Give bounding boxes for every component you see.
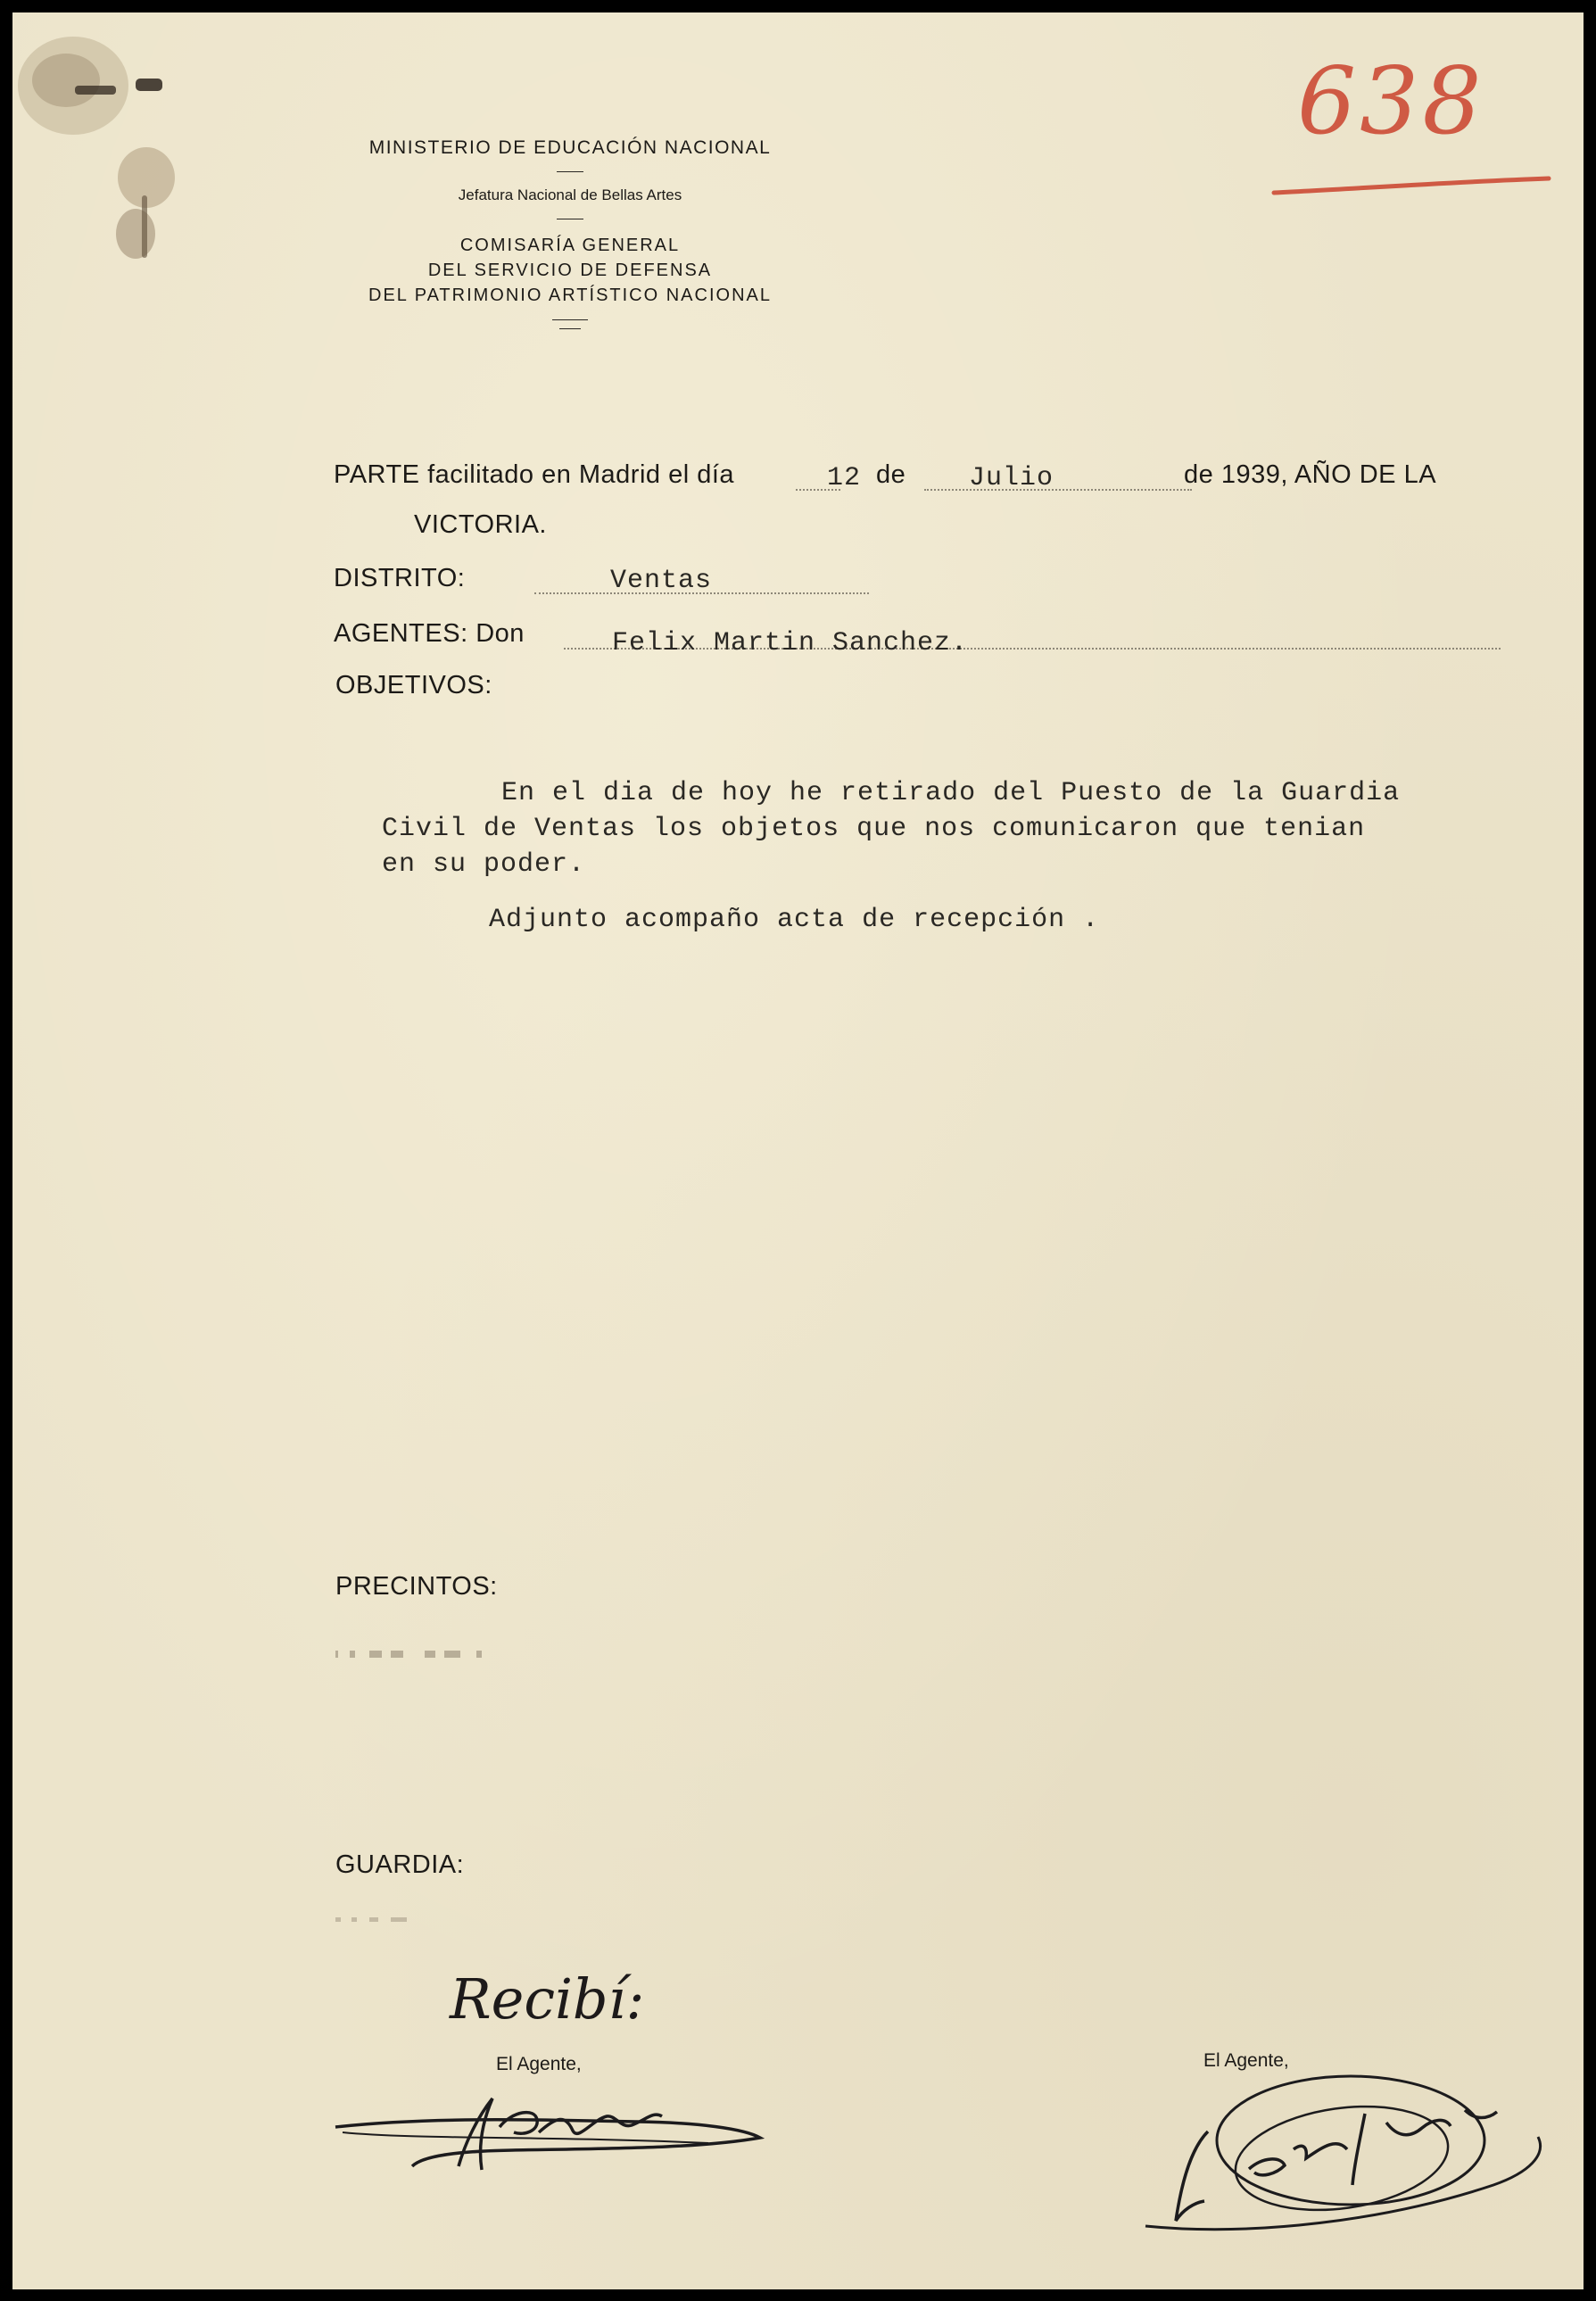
de-label: de	[876, 460, 906, 489]
faded-typing-marks-2	[334, 1915, 530, 1925]
body-line-3: en su poder.	[382, 849, 586, 880]
agentes-value: Felix Martin Sanchez.	[612, 628, 969, 658]
year-suffix-cont: VICTORIA.	[414, 510, 547, 539]
report-day: 12	[827, 463, 862, 493]
objetivos-label: OBJETIVOS:	[335, 671, 492, 699]
report-month: Julio	[969, 463, 1054, 493]
distrito-label: DISTRITO:	[334, 564, 466, 592]
left-signature	[325, 2081, 789, 2188]
distrito-value: Ventas	[610, 566, 713, 596]
letterhead-commission-line3: DEL PATRIMONIO ARTÍSTICO NACIONAL	[368, 286, 772, 305]
right-signature	[1119, 2051, 1565, 2252]
guardia-label: GUARDIA:	[335, 1850, 465, 1879]
document-page	[12, 12, 1584, 2289]
letterhead-commission-line1: COMISARÍA GENERAL	[459, 236, 681, 255]
body-line-1: En el dia de hoy he retirado del Puesto de la Guardia	[501, 778, 1401, 808]
stain-marks	[12, 12, 191, 298]
letterhead-department: Jefatura Nacional de Bellas Artes	[458, 186, 682, 203]
left-agent-label: El Agente,	[496, 2054, 582, 2074]
precintos-label: PRECINTOS:	[335, 1572, 498, 1601]
body-line-4: Adjunto acompaño acta de recepción .	[489, 905, 1100, 935]
body-line-2: Civil de Ventas los objetos que nos comunicaron que tenian	[382, 814, 1366, 844]
letterhead-ministry: MINISTERIO DE EDUCACIÓN NACIONAL	[368, 137, 772, 158]
faded-typing-marks	[334, 1645, 530, 1663]
recibi-annotation: Recibí:	[450, 1966, 645, 2032]
parte-prefix: PARTE facilitado en Madrid el día	[334, 460, 735, 489]
right-agent-label: El Agente,	[1203, 2050, 1289, 2071]
year-suffix: de 1939, AÑO DE LA	[1184, 460, 1437, 489]
agentes-label: AGENTES: Don	[334, 619, 525, 648]
folio-number: 638	[1297, 46, 1485, 155]
folio-underline	[1270, 173, 1556, 200]
letterhead-commission-line2: DEL SERVICIO DE DEFENSA	[427, 261, 713, 280]
